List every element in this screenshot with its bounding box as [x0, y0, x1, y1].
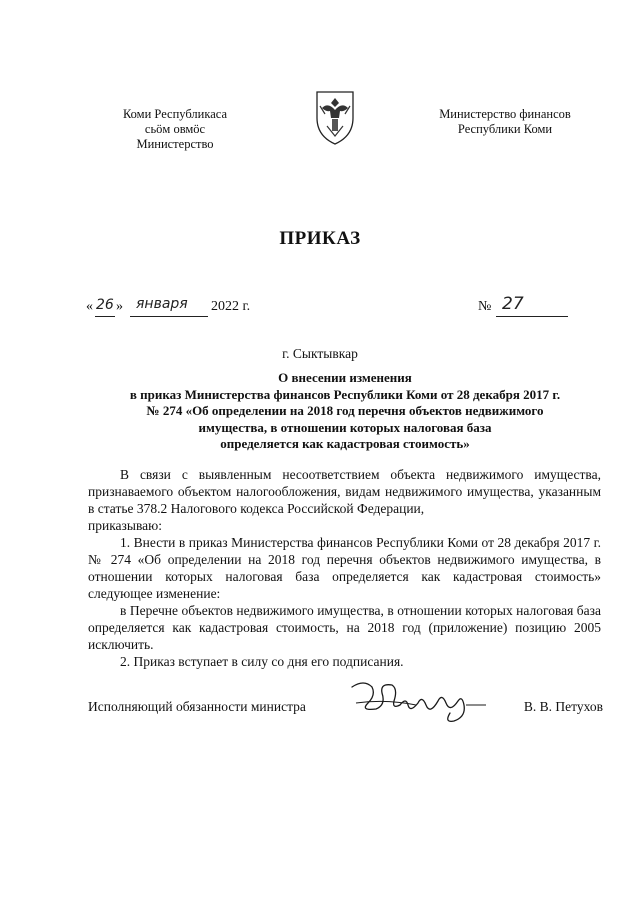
number-underline	[496, 316, 568, 317]
header-right-line: Министерство финансов	[439, 107, 571, 121]
number-value-handwritten: 27	[502, 294, 524, 314]
date-month-handwritten: января	[136, 296, 188, 312]
subject-line: О внесении изменения	[278, 370, 412, 385]
city-line: г. Сыктывкар	[282, 346, 358, 361]
body-paragraph-item-1: 1. Внести в приказ Министерства финансов Республики Коми от 28 декабря 2017 г. № 274 «Об определении на 2018 год перечня объектов недвижимого имущества, в отношении которых налоговая база определяется как кадастровая стоимость» следующее изменение:	[88, 535, 601, 601]
body-paragraph-order-word: приказываю:	[88, 518, 162, 533]
signature-block	[88, 697, 603, 727]
header-left-block	[100, 107, 250, 152]
number-sign: №	[478, 299, 492, 314]
subject-line: № 274 «Об определении на 2018 год перечня объектов недвижимого	[146, 403, 544, 419]
order-subject	[100, 370, 590, 453]
date-close-quote: »	[116, 299, 123, 314]
subject-line: в приказ Министерства финансов Республики Коми от 28 декабря 2017 г.	[129, 386, 561, 402]
coat-of-arms-icon	[314, 88, 356, 146]
document-title: ПРИКАЗ	[279, 228, 361, 249]
order-date	[86, 297, 286, 321]
date-month-underline	[130, 316, 208, 317]
signatory-position: Исполняющий обязанности министра	[88, 699, 306, 714]
header-left-line: Министерство	[136, 137, 214, 151]
subject-line: имущества, в отношении которых налоговая база	[198, 419, 492, 435]
header-right-block	[420, 107, 590, 137]
header-left-line: сьӧм овмӧс	[144, 122, 206, 136]
header-left-line: Коми Республикаса	[122, 107, 228, 121]
date-day-underline	[95, 316, 115, 317]
body-paragraph-change: в Перечне объектов недвижимого имущества, в отношении которых налоговая база определяется как кадастровая стоимость, на 2018 год (приложение) позицию 2005 исключить.	[88, 603, 601, 652]
body-paragraph-item-2: 2. Приказ вступает в силу со дня его подписания.	[120, 654, 404, 669]
date-year: 2022 г.	[211, 299, 251, 314]
handwritten-signature	[346, 675, 496, 727]
subject-line: определяется как кадастровая стоимость»	[220, 436, 470, 452]
header-right-line: Республики Коми	[457, 122, 553, 136]
date-day-handwritten: 26	[96, 297, 114, 313]
signatory-name: В. В. Петухов	[523, 699, 603, 714]
body-paragraph-preamble: В связи с выявленным несоответствием объекта недвижимого имущества, признаваемого объектом налогообложения, видам недвижимого имущества, указанным в статье 378.2 Налогового кодекса Российской Федерации,	[88, 467, 601, 516]
date-open-quote: «	[86, 299, 93, 314]
order-number	[478, 294, 578, 321]
